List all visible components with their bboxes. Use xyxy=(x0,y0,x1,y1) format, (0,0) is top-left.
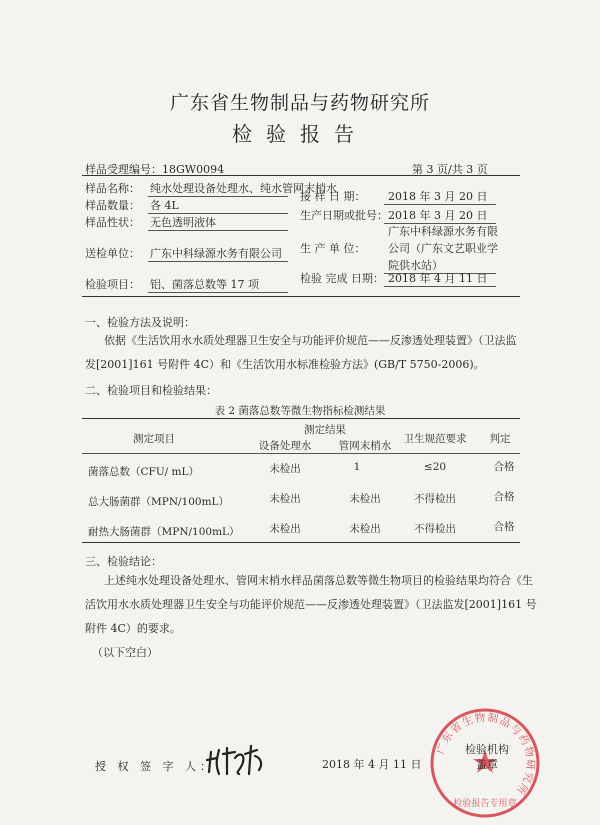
section3-line1: 上述纯水处理设备处理水、管网末梢水样品菌落总数等微生物项目的检验结果均符合《生 xyxy=(104,574,533,587)
row3-judgment: 合格 xyxy=(493,521,515,533)
row1-device: 未检出 xyxy=(269,463,301,475)
sender-label: 送检单位： xyxy=(85,247,140,260)
section3-line2: 活饮用水水质处理器卫生安全与功能评价规范——反渗透处理装置》（卫法监发[2001]161 号 xyxy=(85,598,537,611)
seal-ring-text: 广东省生物制品与药物研究所 xyxy=(434,711,537,798)
producer-line-3: 院供水站） xyxy=(388,259,443,272)
complete-date-value: 2018 年 4 月 11 日 xyxy=(388,272,488,285)
header-rule xyxy=(82,175,520,176)
header-judgment: 判定 xyxy=(489,433,511,445)
sample-prop-label: 样品性状： xyxy=(85,216,140,229)
row2-device: 未检出 xyxy=(269,493,301,505)
sign-label: 授 权 签 字 人： xyxy=(95,760,215,773)
header-tap: 管网末梢水 xyxy=(338,440,392,452)
row1-item: 菌落总数（CFU/ mL） xyxy=(88,466,199,478)
complete-date-label: 检验 完成 日期： xyxy=(300,272,384,285)
producer-line-1: 广东中科绿源水务有限 xyxy=(388,225,498,238)
header-result-group: 测定结果 xyxy=(304,424,346,436)
org-name: 广东省生物制品与药物研究所 xyxy=(169,92,430,114)
page-indicator: 第 3 页/共 3 页 xyxy=(412,163,488,176)
section1-line1: 依据《生活饮用水水质处理器卫生安全与功能评价规范——反渗透处理装置》（卫法监 xyxy=(104,334,517,347)
row2-standard: 不得检出 xyxy=(414,493,456,505)
section1-line2: 发[2001]161 号附件 4C）和《生活饮用水标准检验方法》(GB/T 5750-2006)。 xyxy=(85,358,485,371)
sample-qty-label: 样品数量： xyxy=(85,199,140,212)
row1-judgment: 合格 xyxy=(493,461,515,473)
test-items-value: 铝、菌落总数等 17 项 xyxy=(150,278,259,291)
row3-device: 未检出 xyxy=(269,523,301,535)
row3-standard: 不得检出 xyxy=(414,523,456,535)
sample-name-value: 纯水处理设备处理水、纯水管网末梢水 xyxy=(150,182,337,195)
stamp-line1: 检验机构 xyxy=(465,743,509,756)
row3-tap: 未检出 xyxy=(349,523,381,535)
table-header-rule xyxy=(82,453,520,454)
row1-tap: 1 xyxy=(353,461,361,473)
signature xyxy=(205,744,275,782)
stamp-line2: 盖章 xyxy=(476,758,498,771)
table-bottom-rule xyxy=(82,542,520,543)
row2-item: 总大肠菌群（MPN/100mL） xyxy=(88,496,230,508)
row2-judgment: 合格 xyxy=(493,491,515,503)
producer-line-2: 公司（广东文艺职业学 xyxy=(388,242,498,255)
sample-number-value: 18GW0094 xyxy=(162,163,225,176)
seal-bottom-text: 检验报告专用章 xyxy=(453,799,517,809)
section2-title: 二、检验项目和检验结果： xyxy=(85,384,217,397)
batch-value: 2018 年 3 月 20 日 xyxy=(388,209,488,222)
section1-title: 一、检验方法及说明： xyxy=(85,316,195,329)
sample-qty-value: 各 4L xyxy=(150,199,179,212)
receive-date-label: 接 样 日 期： xyxy=(300,190,366,203)
section3-title: 三、检验结论： xyxy=(85,555,162,568)
header-device: 设备处理水 xyxy=(258,440,312,452)
blank-note: （以下空白） xyxy=(92,646,158,659)
doc-title: 检验报告 xyxy=(232,122,368,146)
header-item: 测定项目 xyxy=(133,433,175,445)
row3-item: 耐热大肠菌群（MPN/100mL） xyxy=(88,526,240,538)
sample-prop-value: 无色透明液体 xyxy=(150,216,216,229)
table-top-rule xyxy=(82,418,520,419)
sample-number-label: 样品受理编号： xyxy=(85,163,162,176)
sample-name-label: 样品名称： xyxy=(85,182,140,195)
producer-label: 生 产 单 位： xyxy=(300,242,366,255)
sign-date: 2018 年 4 月 11 日 xyxy=(322,758,422,771)
info-bottom-rule xyxy=(82,296,520,297)
table-caption: 表 2 菌落总数等微生物指标检测结果 xyxy=(214,405,386,417)
row1-standard: ≤20 xyxy=(423,461,447,473)
header-standard: 卫生规范要求 xyxy=(403,433,467,445)
section3-line3: 附件 4C）的要求。 xyxy=(85,622,181,635)
sender-value: 广东中科绿源水务有限公司 xyxy=(150,247,282,260)
row2-tap: 未检出 xyxy=(349,493,381,505)
test-items-label: 检验项目： xyxy=(85,278,140,291)
receive-date-value: 2018 年 3 月 20 日 xyxy=(388,190,488,203)
batch-label: 生产日期或批号： xyxy=(300,209,388,222)
